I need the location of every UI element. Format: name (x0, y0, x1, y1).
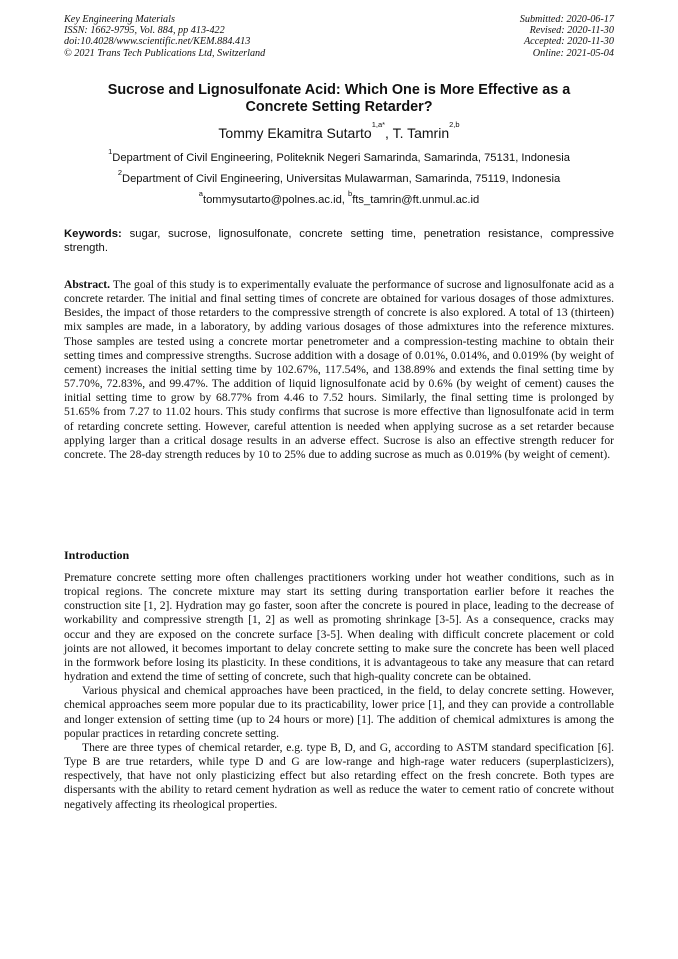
journal-copyright: © 2021 Trans Tech Publications Ltd, Switzerland (64, 47, 266, 59)
title-line-1: Sucrose and Lignosulfonate Acid: Which One is More Effective as a (107, 82, 571, 98)
keywords-label: Keywords: (64, 228, 122, 240)
affiliation-1-marker: 1 (108, 147, 113, 156)
email-b-marker: b (348, 189, 353, 198)
abstract-label: Abstract. (64, 278, 111, 291)
date-submitted: Submitted: 2020-06-17 (519, 14, 614, 25)
author-emails (40, 189, 638, 207)
journal-name: Key Engineering Materials (64, 14, 175, 25)
author-separator: , (385, 125, 393, 141)
author-1-marker: 1,a* (371, 120, 386, 129)
title-line-2: Concrete Setting Retarder? (245, 99, 433, 115)
author-1-name: Tommy Ekamitra Sutarto (218, 125, 372, 141)
affiliation-1-text: Department of Civil Engineering, Politeknik Negeri Samarinda, Samarinda, 75131, Indonesia (112, 152, 570, 164)
email-b: fts_tamrin@ft.unmul.ac.id (352, 194, 480, 206)
intro-paragraph-2: Various physical and chemical approaches have been practiced, in the field, to delay concrete setting. However, chemical approaches seem more popular due to its practicability, lower price [1], and they can provide a controllable and longer extension of setting time (up to 24 hours or more) [1]. The addition of chemical admixtures is among the popular practices in retarding concrete setting. (64, 684, 614, 740)
date-online: Online: 2021-05-04 (532, 47, 614, 59)
affiliation-1 (40, 147, 638, 165)
journal-doi: doi:10.4028/www.scientific.net/KEM.884.413 (64, 36, 251, 48)
author-list (64, 120, 614, 142)
introduction-body (64, 571, 614, 812)
author-2-name: T. Tamrin (392, 125, 450, 141)
keywords-text: sugar, sucrose, lignosulfonate, concrete setting time, penetration resistance, compressive strength. (64, 228, 614, 255)
journal-info (64, 14, 265, 59)
publication-dates (520, 14, 614, 59)
journal-issn: ISSN: 1662-9795, Vol. 884, pp 413-422 (64, 25, 225, 37)
intro-paragraph-3: There are three types of chemical retarder, e.g. type B, D, and G, according to ASTM standard specification [6]. Type B are true retarders, while type D and G are low-range and high-rage water reducers (superplasticizers), respectively, that have not only plasticizing effect but also retarding effect on the fresh concrete. Both types are dispersants with the ability to retard cement hydration as well as reduce the water to cement ratio of concrete without negatively affecting its rheological properties. (64, 740, 614, 811)
email-a-marker: a (198, 189, 203, 198)
affiliation-2-marker: 2 (117, 168, 122, 177)
date-accepted: Accepted: 2020-11-30 (523, 36, 614, 48)
paper-title (64, 82, 614, 116)
affiliation-2-text: Department of Civil Engineering, Universitas Mulawarman, Samarinda, 75119, Indonesia (121, 173, 561, 185)
email-a: tommysutarto@polnes.ac.id, (202, 194, 349, 206)
author-2-marker: 2,b (449, 120, 460, 129)
affiliation-2 (40, 168, 638, 186)
keywords-section (64, 227, 614, 255)
date-revised: Revised: 2020-11-30 (529, 25, 614, 37)
abstract-section (64, 278, 614, 462)
abstract-text: The goal of this study is to experimentally evaluate the performance of sucrose and lignosulfonate acid as a concrete retarder. The initial and final setting times of concrete are obtained for various dosages of those admixtures. Besides, the impact of those retarders to the compressive strength of concrete is also explored. A total of 13 (thirteen) mix samples are made, in a laboratory, by adding various dosages of those admixtures into the reference mixtures. Those samples are tested using a concrete mortar penetrometer and a compression-testing machine to obtain their setting times and compressive strengths. Sucrose addition with a dosage of 0.01%, 0.014%, and 0.019% (by weight of cement) increases the initial setting time by 102.67%, 117.54%, and 138.89% and extends the final setting time by 57.70%, 72.83%, and 99.47%. The addition of liquid lignosulfonate acid by 0.6% (by weight of cement) causes the initial setting time to grow by 68.77% from 4.46 to 7.52 hours. Similarly, the final setting time is prolonged by 51.65% from 7.27 to 11.02 hours. This study confirms that sucrose is more effective than lignosulfonate acid in term of retarding concrete setting. However, careful attention is needed when applying sucrose as a set retarder because applying larger than a critical dosage results in an adverse effect. Sucrose is also an effective strength reducer for concrete. The 28-day strength reduces by 10 to 25% due to adding sucrose as much as 0.019% (by weight of cement). (64, 278, 614, 461)
introduction-heading: Introduction (64, 548, 130, 562)
intro-paragraph-1: Premature concrete setting more often challenges practitioners working under hot weather conditions, such as in tropical regions. The concrete mixture may start its setting during transportation earlier before it reaches the construction site [1, 2]. Hydration may go faster, soon after the concrete is poured in place, leading to the decrease of workability and compressive strength [1, 2] as well as promoting shrinkage [3-5]. As a consequence, cracks may occur and they are exposed on the concrete surface [3-5]. When dealing with difficult concrete placement or cold joints are not allowed, it becomes important to delay concrete setting to make sure the concrete has been well placed in the formwork before losing its plasticity. In these conditions, it is advantageous to take any measure that can retard hydration and extend the time of setting of concrete, such that high-quality concrete can be obtained. (64, 571, 614, 684)
